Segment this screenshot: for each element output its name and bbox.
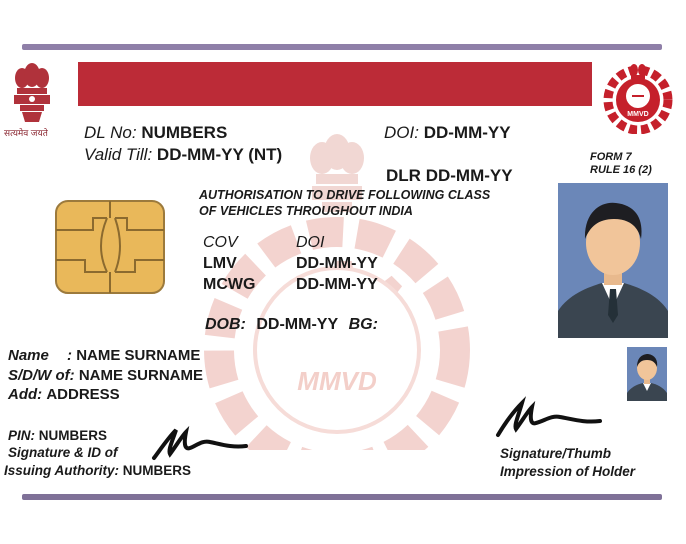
authorisation-line-2: OF VEHICLES THROUGHOUT INDIA xyxy=(199,204,413,218)
watermark-emblem-icon xyxy=(302,128,372,238)
valid-till-label: Valid Till: xyxy=(84,145,153,164)
rule-number: RULE 16 (2) xyxy=(590,164,652,176)
address-label: Add: xyxy=(8,386,43,403)
pin-row xyxy=(8,428,107,443)
dlr-value: DD-MM-YY xyxy=(425,166,513,185)
blood-group-label: BG: xyxy=(348,316,378,333)
doi-value: DD-MM-YY xyxy=(423,123,511,142)
class-doi-lmv: DD-MM-YY xyxy=(296,255,378,272)
sdw-label: S/D/W of: xyxy=(8,367,75,384)
holder-photo-small xyxy=(627,347,667,401)
dob-value: DD-MM-YY xyxy=(256,316,339,333)
holder-signature-icon xyxy=(494,395,604,439)
authority-signature-icon xyxy=(150,420,250,462)
header-red-band xyxy=(78,62,592,106)
dl-number-label: DL No: xyxy=(84,123,137,142)
top-border-bar xyxy=(22,44,662,50)
valid-till-row xyxy=(84,145,282,165)
bottom-border-bar xyxy=(22,494,662,500)
mmvd-logo-icon xyxy=(602,62,674,134)
holder-signature-label-2: Impression of Holder xyxy=(500,464,636,479)
address-row xyxy=(8,386,120,403)
doi-header: DOI xyxy=(296,234,325,251)
authorisation-line-1: AUTHORISATION TO DRIVE FOLLOWING CLASS xyxy=(199,188,491,202)
dob-label: DOB: xyxy=(205,316,246,333)
emblem-caption: सत्यमेव जयते xyxy=(4,128,48,138)
cov-header: COV xyxy=(203,234,238,251)
name-row xyxy=(8,347,200,364)
doi-row xyxy=(384,123,511,143)
valid-till-value: DD-MM-YY (NT) xyxy=(156,145,283,164)
dlr-label: DLR xyxy=(386,166,421,185)
sdw-row xyxy=(8,367,203,384)
dl-number-value: NUMBERS xyxy=(141,123,228,142)
dl-number-row xyxy=(84,123,227,143)
issuing-authority-label: Issuing Authority: xyxy=(4,463,119,478)
pin-label: PIN: xyxy=(8,428,35,443)
name-label: Name xyxy=(8,347,49,364)
class-doi-mcwg: DD-MM-YY xyxy=(296,276,378,293)
class-cov-lmv: LMV xyxy=(203,255,237,272)
smart-chip-icon xyxy=(55,200,165,294)
holder-photo xyxy=(558,183,668,338)
class-cov-mcwg: MCWG xyxy=(203,276,256,293)
form-number: FORM 7 xyxy=(590,151,632,163)
doi-label: DOI: xyxy=(384,123,419,142)
national-emblem-icon xyxy=(10,62,54,124)
address-value: ADDRESS xyxy=(46,386,120,403)
issuing-row xyxy=(4,463,191,478)
sdw-value: NAME SURNAME xyxy=(78,367,203,384)
watermark-text: MMVD xyxy=(297,366,377,396)
name-separator: : xyxy=(67,347,73,364)
logo-text: MMVD xyxy=(627,111,649,118)
holder-signature-label-1: Signature/Thumb xyxy=(500,446,611,461)
name-value: NAME SURNAME xyxy=(76,347,201,364)
pin-value: NUMBERS xyxy=(38,428,108,443)
dob-row xyxy=(205,316,378,334)
dlr-row xyxy=(386,166,513,186)
issuing-authority-value: NUMBERS xyxy=(122,463,192,478)
signature-id-label: Signature & ID of xyxy=(8,445,118,460)
